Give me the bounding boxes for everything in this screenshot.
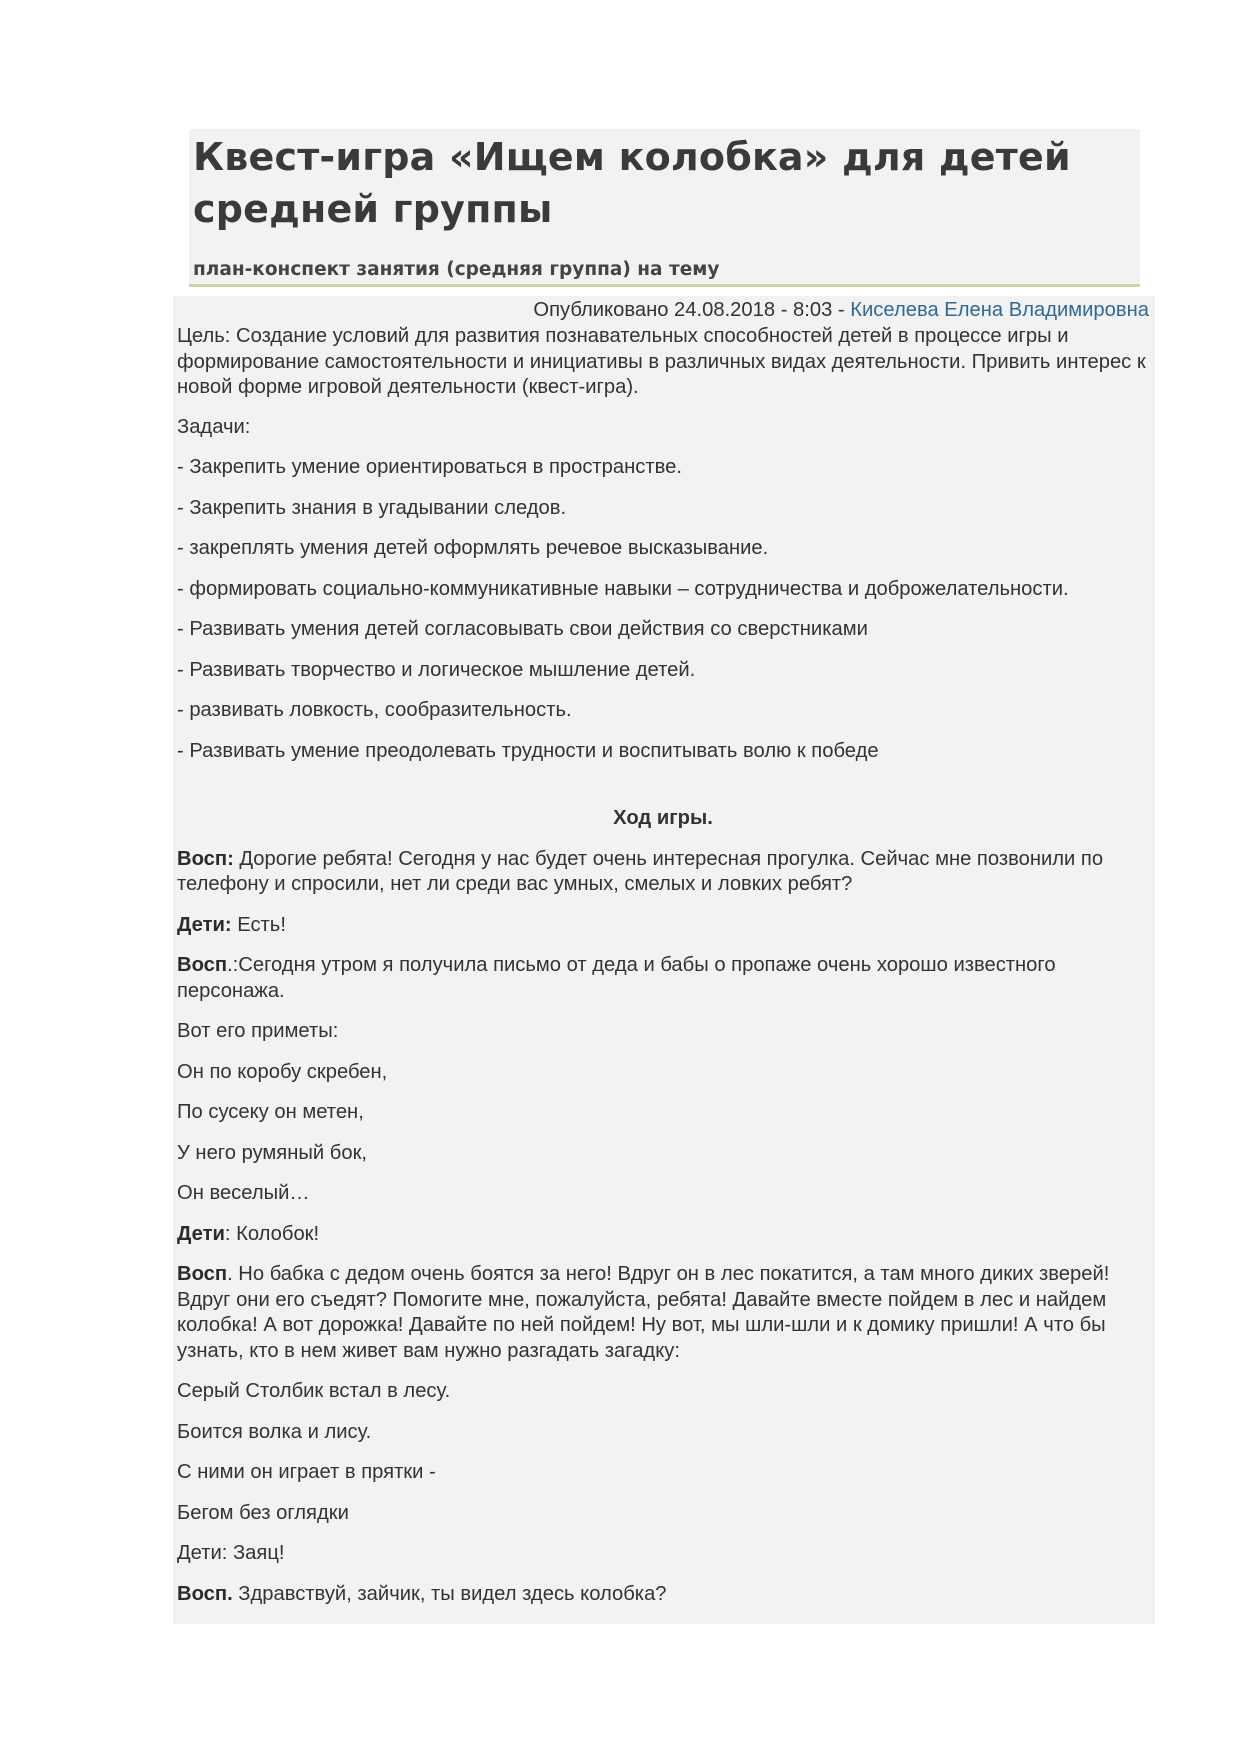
dialogue-paragraph: [177, 913, 1149, 939]
dialogue-paragraph: [177, 953, 1149, 1004]
task-item: - закреплять умения детей оформлять речевое высказывание.: [177, 537, 769, 559]
dialogue-paragraph: [177, 1582, 1149, 1608]
dialogue-text: Дорогие ребята! Сегодня у нас будет очень интересная прогулка. Сейчас мне позвонили по телефону и спросили, нет ли среди вас умных, смелых и ловких ребят?: [177, 847, 1104, 895]
section-heading: Ход игры.: [613, 807, 713, 829]
poem-line: По сусеку он метен,: [177, 1101, 364, 1123]
publication-meta: [177, 298, 1149, 324]
speaker-label: Восп: [177, 1263, 228, 1285]
article-body: [177, 298, 1149, 1622]
task-item: - Закрепить умение ориентироваться в пространстве.: [177, 456, 682, 478]
poem-line: Боится волка и лису.: [177, 1420, 372, 1443]
dialogue-paragraph: [177, 847, 1149, 898]
speaker-label: Восп.: [177, 1582, 233, 1605]
tasks-heading: Задачи:: [177, 415, 251, 438]
dialogue-text: : Колобок!: [224, 1222, 320, 1245]
page-subtitle: план-конспект занятия (средняя группа) на тему: [193, 259, 720, 280]
dialogue-text: . Но бабка с дедом очень боятся за него! Вдруг он в лес покатится, а там много диких зверей! Вдруг они его съедят? Помогите мне, пожалуйста, ребята! Давайте вместе пойдем в лес и найдем колобка! А вот дорожка! Давайте по ней пойдем! Ну вот, мы шли-шли и к домику пришли! А что бы узнать, кто в нем живет вам нужно разгадать загадку:: [177, 1263, 1110, 1362]
task-item: - развивать ловкость, сообразительность.: [177, 699, 572, 721]
dialogue-paragraph: [177, 1262, 1149, 1364]
poem-line: У него румяный бок,: [177, 1141, 368, 1164]
goal-paragraph: Цель: Создание условий для развития познавательных способностей детей в процессе игры и формирование самостоятельности и инициативы в различных видах деятельности. Привить интерес к новой форме игровой деятельности (квест-игра).: [177, 325, 1146, 398]
dialogue-paragraph: Вот его приметы:: [177, 1020, 339, 1042]
task-item: - Развивать умения детей согласовывать свои действия со сверстниками: [177, 618, 868, 640]
speaker-label: Дети:: [177, 913, 232, 936]
dialogue-paragraph: [177, 1222, 1149, 1248]
task-item: - Развивать умение преодолевать трудности и воспитывать волю к победе: [177, 739, 879, 762]
published-date: Опубликовано 24.08.2018 - 8:03 -: [533, 299, 851, 321]
dialogue-text: Есть!: [231, 913, 286, 936]
speaker-label: Дети: [177, 1222, 225, 1245]
poem-line: Серый Столбик встал в лесу.: [177, 1380, 451, 1402]
poem-line: С ними он играет в прятки -: [177, 1461, 436, 1483]
poem-line: Бегом без оглядки: [177, 1501, 349, 1524]
task-item: - формировать социально-коммуникативные навыки – сотрудничества и доброжелательности.: [177, 577, 1069, 600]
author-link[interactable]: Киселева Елена Владимировна: [850, 299, 1149, 321]
task-item: - Развивать творчество и логическое мышление детей.: [177, 658, 696, 681]
poem-line: Он по коробу скребен,: [177, 1060, 388, 1083]
dialogue-paragraph: Дети: Заяц!: [177, 1542, 285, 1564]
speaker-label: Восп:: [177, 847, 234, 870]
dialogue-text: .:Сегодня утром я получила письмо от деда и бабы о пропаже очень хорошо известного персонажа.: [177, 954, 1056, 1002]
speaker-label: Восп: [177, 954, 228, 976]
page-title: Квест-игра «Ищем колобка» для детей средней группы: [193, 135, 1071, 231]
dialogue-text: Здравствуй, зайчик, ты видел здесь колобка?: [232, 1582, 667, 1605]
poem-line: Он веселый…: [177, 1182, 310, 1204]
task-item: - Закрепить знания в угадывании следов.: [177, 496, 567, 519]
